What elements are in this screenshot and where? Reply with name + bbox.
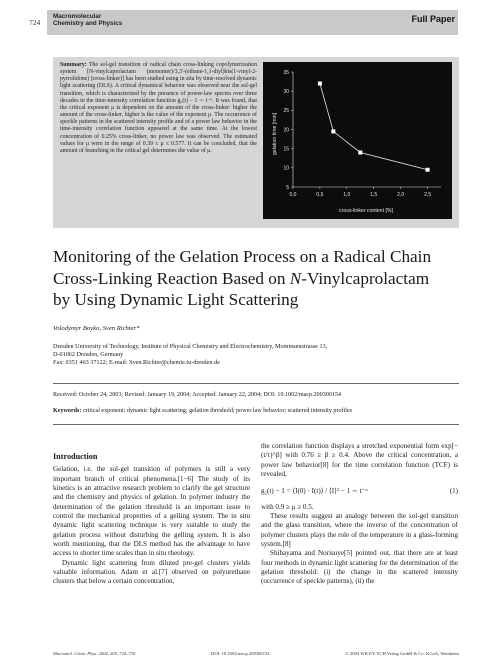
- y-tick-label: 30: [283, 88, 289, 95]
- keywords-label: Keywords:: [53, 408, 82, 414]
- page-number: 724: [29, 18, 41, 27]
- title-line2: [53, 268, 463, 290]
- journal-name-line2: Chemistry and Physics: [53, 20, 123, 28]
- divider-top: [53, 383, 459, 384]
- y-tick-label: 15: [283, 146, 289, 153]
- y-axis-label: gelation time [min]: [272, 112, 278, 156]
- keywords: [53, 408, 352, 414]
- y-tick-label: 35: [283, 69, 289, 76]
- right-paragraph-3: These results suggest an analogy between the sol-gel transition and the glass transition, where the inverse of the concentration of polymer clusters plays the role of the temperature in a glass-forming system.[8]: [261, 512, 458, 549]
- right-paragraph-2: with 0.9 ≥ μ ≥ 0.5.: [261, 502, 314, 511]
- page-footer: [53, 651, 459, 656]
- y-tick-label: 10: [283, 165, 289, 172]
- affiliation-line1: Dresden University of Technology, Institute of Physical Chemistry and Electrochemistry, Mommsenstrasse 13,: [53, 343, 328, 350]
- x-tick-label: 2,0: [397, 192, 405, 198]
- data-point: [318, 82, 322, 86]
- y-tick-label: 25: [283, 108, 289, 115]
- chart-axes: [293, 72, 441, 187]
- x-tick-label: 0,0: [289, 192, 297, 198]
- equation-body: g₂(t) − 1 = ⟨I(0) · I(t)⟩ / ⟨I⟩² − 1 ∼ t⁻ᵘ: [261, 487, 368, 496]
- title-line2-a: Cross-Linking Reaction Based on: [53, 268, 290, 288]
- section-heading-introduction: Introduction: [53, 452, 98, 461]
- equation-1: [261, 487, 458, 496]
- journal-name-line1: Macromolecular: [53, 13, 102, 20]
- footer-citation: Macromol. Chem. Phys. 2004, 205, 724–730: [53, 651, 136, 656]
- intro-paragraph-1: Gelation, i.e. the sol-gel transition of polymers is still a very important branch of critical phenomena.[1−6] The study of its kinetics is an attractive research problem to clarify the gel structure and the chemistry and physics of gelation. In polymer industry the determination of the gelation threshold is an important issue to control the mechanical properties of a gelling system. The in situ dynamic light scattering technique is very suitable to study the gelation process without disturbing the gelling system. It is also worth mentioning, that the DLS method has the advantage to have access to shorter time scales than in situ rheology.: [53, 465, 250, 558]
- equation-number: (1): [449, 487, 458, 496]
- x-tick-label: 1,0: [343, 192, 351, 198]
- divider-bottom: [53, 424, 459, 425]
- title-line2-c: -Vinylcaprolactam: [301, 268, 430, 288]
- y-tick-label: 20: [283, 127, 289, 134]
- data-point: [426, 168, 430, 172]
- right-paragraph-1: the correlation function displays a stretched exponential form exp[−(t/τ)^β] with 0.76 ≥ β ≥ 0.4. Above the critical concentration, a power law behavior[8] for the time correlation function (TCF) is revealed,: [261, 442, 458, 479]
- chart-series: [318, 82, 430, 172]
- keywords-text: critical exponent; dynamic light scattering; gelation threshold; power law behavior; scattered intensity profiles: [82, 408, 353, 414]
- summary-label: Summary:: [60, 62, 87, 68]
- data-point: [331, 129, 335, 133]
- right-column: [261, 442, 458, 587]
- journal-name: [53, 13, 122, 28]
- title-line3: by Using Dynamic Light Scattering: [53, 290, 299, 310]
- section-label: Full Paper: [411, 14, 455, 24]
- summary-abstract: [60, 62, 257, 155]
- affiliation: [53, 343, 327, 366]
- affiliation-line2: D-01062 Dresden, Germany: [53, 350, 124, 358]
- chart-canvas: [263, 62, 452, 219]
- data-point: [358, 151, 362, 155]
- footer-copyright: © 2004 WILEY-VCH Verlag GmbH & Co. KGaA, Weinheim: [345, 651, 459, 656]
- gelation-time-line: [320, 84, 428, 170]
- title-line2-italic: N: [289, 268, 302, 288]
- footer-doi: DOI: 10.1002/macp.200300154: [211, 651, 270, 656]
- left-column: [53, 452, 250, 587]
- gelation-time-chart: [263, 62, 452, 219]
- article-title: [53, 246, 463, 311]
- x-axis-label: cross-linker content [%]: [339, 208, 393, 214]
- x-tick-label: 1,5: [370, 192, 378, 198]
- title-line1: Monitoring of the Gelation Process on a Radical Chain: [53, 247, 432, 266]
- x-tick-label: 2,5: [424, 192, 432, 198]
- right-paragraph-4: Shibayama and Norisuye[5] pointed out, that there are at least four methods in dynamic light scattering for the determination of the gelation threshold: (i) the change in the scattered intensity (occurrence of speckle patterns), (ii) the: [261, 549, 458, 586]
- x-tick-label: 0,5: [316, 192, 324, 198]
- authors: Volodymyr Boyko, Sven Richter*: [53, 325, 140, 332]
- intro-paragraph-2: Dynamic light scattering from diluted pre-gel clusters yields valuable information. Adam et al.[7] observed on polyurethane clusters that below a certain concentration,: [53, 558, 250, 586]
- summary-body: The sol-gel transition of radical chain cross-linking copolymerization system [N-vinylcaprolactam (monomer)/3,3′-(ethane-1,1-diyl)bis(1-vinyl-2-pyrrolidone) (cross-linker)] has been studied using in situ by time-resolved dynamic light scattering (DLS). A critical dynamical behavior was observed near the sol-gel transition, which is characterized by the presence of power-law spectra over three decades in the time-intensity correlation function g₂(t) − 1 ∼ t⁻ᵘ. It was found, that the critical exponent μ is dependent on the amount of the cross-linker: higher the amount of the cross-linker, higher is the value of the exponent μ. The occurrence of speckle patterns in the scattered intensity profile and of a power law behavior in the time-intensity correlation function appeared at the same time. At the lowest concentration of 0.25% cross-linker, no power law was observed. The estimated values for μ were in the range of 0.39 ≤ μ ≤ 0.577. It can be concluded, that the amount of branching in the critical gel determines the value of μ.: [60, 62, 257, 154]
- received-dates: Received: October 24, 2003; Revised: January 19, 2004; Accepted: January 22, 2004; DOI: 10.1002/macp.200300154: [53, 392, 342, 398]
- affiliation-line3: Fax: 0351 463 37122; E-mail: Sven.Richter@chemie.tu-dresden.de: [53, 358, 220, 366]
- y-tick-label: 5: [286, 184, 289, 191]
- chart-ticks: [283, 70, 431, 198]
